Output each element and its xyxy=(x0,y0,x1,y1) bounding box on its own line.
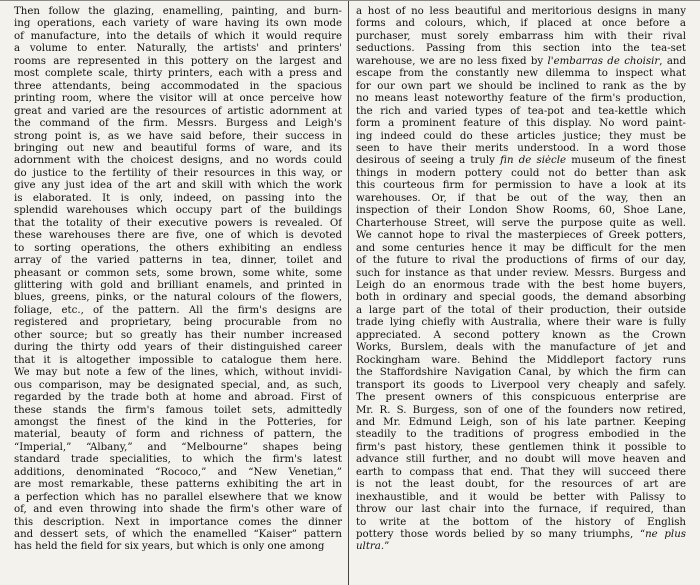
text-line: both in ordinary and special goods, the demand absorbing xyxy=(356,292,686,304)
text-line: things in modern pottery could not do better than ask xyxy=(356,167,686,179)
text-line: for our own part we should be inclined to rank as the by xyxy=(356,80,686,92)
text-line: seductions. Passing from this section into the tea-set xyxy=(356,43,686,55)
text-line: seen to have their merits understood. In a word those xyxy=(356,142,686,154)
text-line: adornment with the choicest designs, and no words could xyxy=(14,155,342,167)
text-line: additions, denominated “Rococo,” and “New Venetian,” xyxy=(14,466,342,478)
text-line: that it is altogether impossible to catalogue them here. xyxy=(14,354,342,366)
text-line: We may but note a few of the lines, which, without invidi- xyxy=(14,367,342,379)
text-line: no means least noteworthy feature of the firm's production, xyxy=(356,93,686,105)
text-line: ultra.” xyxy=(356,541,390,553)
italic-phrase: fin de siècle xyxy=(500,155,567,167)
text-line: Works, Burslem, deals with the manufacture of jet and xyxy=(356,342,686,354)
text-line: purchaser, must sorely embarrass him with their rival xyxy=(356,30,686,42)
text-line: warehouse, we are no less fixed by l'embarras de choisir, and xyxy=(356,55,686,67)
text-line: of the future to rival the productions of firms of our day, xyxy=(356,255,686,267)
text-line: the Staffordshire Navigation Canal, by which the firm can xyxy=(356,367,686,379)
column-divider xyxy=(348,1,349,585)
text-line: is not the least doubt, for the resources of art are xyxy=(356,479,686,491)
text-line: earth to compass that end. That they will succeed there xyxy=(356,466,686,478)
text-line: material, beauty of form and richness of pattern, the xyxy=(14,429,342,441)
text-line: foliage, etc., of the pattern. All the firm's designs are xyxy=(14,304,342,316)
text-line: three attendants, being accommodated in the spacious xyxy=(14,80,342,92)
text-line: The present owners of this conspicuous enterprise are xyxy=(356,392,686,404)
text-line: to sorting operations, the others exhibiting an endless xyxy=(14,242,342,254)
text-line: great and varied are the resources of artistic adornment at xyxy=(14,105,342,117)
text-line: this courteous firm for permission to have a look at its xyxy=(356,180,686,192)
text-line: and dessert sets, of which the enamelled “Kaiser” pattern xyxy=(14,529,342,541)
text-line: warehouses. Or, if that be out of the way, then an xyxy=(356,192,686,204)
text-line: to write at the bottom of the history of English xyxy=(356,516,686,528)
text-line: regarded by the trade both at home and abroad. First of xyxy=(14,392,342,404)
italic-phrase: l'embarras de choisir xyxy=(547,55,660,67)
text-line: these warehouses there are five, one of which is devoted xyxy=(14,230,342,242)
text-line: Then follow the glazing, enamelling, painting, and burn- xyxy=(14,6,342,17)
text-line: firm's past history, these gentlemen think it possible to xyxy=(356,441,686,453)
text-line: most complete scale, thirty printers, each with a press and xyxy=(14,68,342,80)
text-line: glittering with gold and brilliant enamels, and printed in xyxy=(14,279,342,291)
text-line: is elaborated. It is only, indeed, on passing into the xyxy=(14,192,342,204)
text-line: bringing out new and beautiful forms of ware, and its xyxy=(14,142,342,154)
text-line: desirous of seeing a truly fin de siècle museum of the finest xyxy=(356,155,686,167)
text-line: inexhaustible, and it would be better with Palissy to xyxy=(356,491,686,503)
text-line: are most remarkable, these patterns exhibiting the art in xyxy=(14,479,342,491)
text-line: array of the varied patterns in tea, dinner, toilet and xyxy=(14,255,342,267)
text-line: Mr. R. S. Burgess, son of one of the founders now retired, xyxy=(356,404,686,416)
text-line: printing room, where the visitor will at once perceive how xyxy=(14,93,342,105)
text-line: ing operations, each variety of ware having its own mode xyxy=(14,18,342,30)
text-line: advance still further, and no doubt will move heaven and xyxy=(356,454,686,466)
text-line: a host of no less beautiful and meritorious designs in many xyxy=(356,6,686,17)
text-line: escape from the constantly new dilemma to inspect what xyxy=(356,68,686,80)
text-line: pheasant or common sets, some brown, some white, some xyxy=(14,267,342,279)
text-line: ous comparison, may be designated special, and, as such, xyxy=(14,379,342,391)
text-line: the command of the firm. Messrs. Burgess and Leigh's xyxy=(14,118,342,130)
text-line: a volume to enter. Naturally, the artists' and printers' xyxy=(14,43,342,55)
text-column-right xyxy=(356,6,686,554)
text-line: give any just idea of the art and skill with which the work xyxy=(14,180,342,192)
text-line: amongst the finest of the kind in the Potteries, for xyxy=(14,416,342,428)
text-line: other source; but so greatly has their number increased xyxy=(14,329,342,341)
italic-phrase: ne plus xyxy=(645,529,686,541)
text-line: during the thirty odd years of their distinguished career xyxy=(14,342,342,354)
text-line: has held the field for six years, but which is only one among xyxy=(14,541,325,553)
italic-phrase: ultra. xyxy=(356,541,385,553)
text-line: “Imperial,” “Albany,” and “Melbourne” shapes being xyxy=(14,441,342,453)
text-line: a large part of the total of their production, their outside xyxy=(356,304,686,316)
text-line: a perfection which has no parallel elsewhere that we know xyxy=(14,491,342,503)
text-line: of manufacture, into the details of which it would require xyxy=(14,30,342,42)
text-line: We cannot hope to rival the masterpieces of Greek potters, xyxy=(356,230,686,242)
text-line: throw our last chair into the furnace, if required, than xyxy=(356,504,686,516)
text-line: Charterhouse Street, will serve the purpose quite as well. xyxy=(356,217,686,229)
text-line: Leigh do an enormous trade with the best home buyers, xyxy=(356,279,686,291)
text-line: splendid warehouses which occupy part of the buildings xyxy=(14,205,342,217)
text-line: strong point is, as we have said before, their success in xyxy=(14,130,342,142)
text-line: such for instance as that under review. Messrs. Burgess and xyxy=(356,267,686,279)
text-line: rooms are represented in this pottery on the largest and xyxy=(14,55,342,67)
text-line: steadily to the traditions of progress embodied in the xyxy=(356,429,686,441)
text-line: standard trade specialities, to which the firm's latest xyxy=(14,454,342,466)
text-line: pottery those words belied by so many triumphs, “ne plus xyxy=(356,529,686,541)
text-line: this description. Next in importance comes the dinner xyxy=(14,516,342,528)
text-line: these stands the firm's famous toilet sets, admittedly xyxy=(14,404,342,416)
text-column-left xyxy=(14,6,342,554)
text-line: and Mr. Edmund Leigh, son of his late partner. Keeping xyxy=(356,416,686,428)
text-line: trade lying chiefly with Australia, where their ware is fully xyxy=(356,317,686,329)
text-line: and some centuries hence it may be difficult for the men xyxy=(356,242,686,254)
text-line: Rockingham ware. Behind the Middleport factory runs xyxy=(356,354,686,366)
text-line: forms and colours, which, if placed at once before a xyxy=(356,18,686,30)
text-line: ing indeed could do these articles justice; they must be xyxy=(356,130,686,142)
text-line: that the totality of their executive powers is revealed. Of xyxy=(14,217,342,229)
text-line: transport its goods to Liverpool very cheaply and safely. xyxy=(356,379,686,391)
text-line: blues, greens, pinks, or the natural colours of the flowers, xyxy=(14,292,342,304)
text-line: the rich and varied types of tea-pot and tea-kettle which xyxy=(356,105,686,117)
text-line: of, and even throwing into shade the firm's other ware of xyxy=(14,504,342,516)
text-line: appreciated. A second pottery known as the Crown xyxy=(356,329,686,341)
text-line: do justice to the fertility of their resources in this way, or xyxy=(14,167,342,179)
text-line: registered and proprietary, being procurable from no xyxy=(14,317,342,329)
text-line: inspection of their London Show Rooms, 60, Shoe Lane, xyxy=(356,205,686,217)
text-line: form a prominent feature of this display. No word paint- xyxy=(356,118,686,130)
